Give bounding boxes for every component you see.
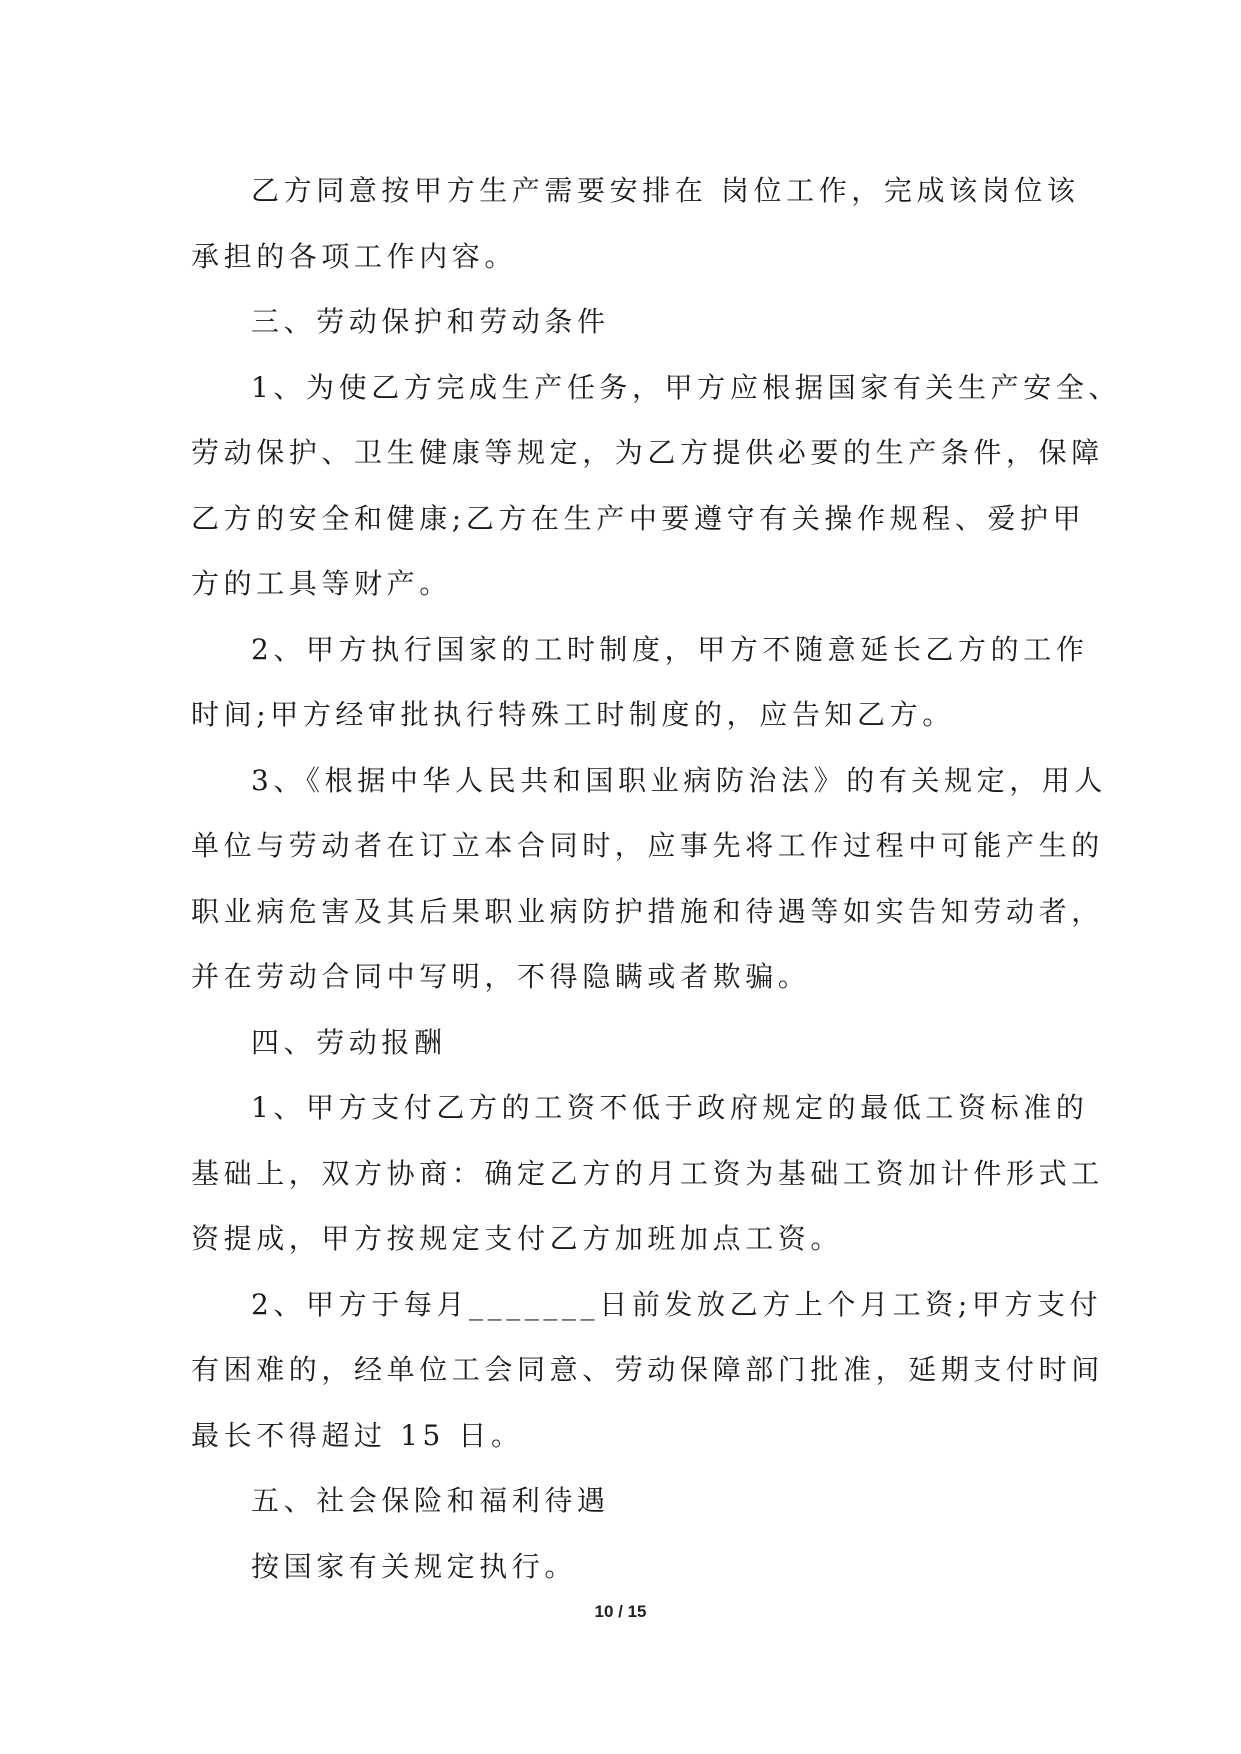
paragraph-line: 按国家有关规定执行。 — [251, 1549, 578, 1583]
section-heading: 五、社会保险和福利待遇 — [251, 1484, 610, 1517]
paragraph-line: 时间;甲方经审批执行特殊工时制度的，应告知乙方。 — [191, 698, 955, 731]
paragraph-line: 乙方的安全和健康;乙方在生产中要遵守有关操作规程、爱护甲 — [191, 501, 1086, 535]
paragraph-line: 资提成，甲方按规定支付乙方加班加点工资。 — [191, 1222, 844, 1255]
section-heading: 三、劳动保护和劳动条件 — [251, 305, 610, 338]
paragraph-line: 有困难的，经单位工会同意、劳动保障部门批准，延期支付时间 — [191, 1353, 1104, 1386]
paragraph-line: 劳动保护、卫生健康等规定，为乙方提供必要的生产条件，保障 — [191, 436, 1104, 469]
paragraph-line: 单位与劳动者在订立本合同时，应事先将工作过程中可能产生的 — [191, 829, 1104, 862]
document-body — [191, 158, 1122, 1599]
paragraph-line: 2、甲方于每月_______日前发放乙方上个月工资;甲方支付 — [251, 1287, 1103, 1321]
paragraph-line: 承担的各项工作内容。 — [191, 239, 518, 273]
section-heading: 四、劳动报酬 — [251, 1025, 447, 1059]
paragraph-line: 最长不得超过 15 日。 — [191, 1418, 524, 1452]
paragraph-line: 方的工具等财产。 — [191, 567, 452, 600]
paragraph-line: 基础上，双方协商：确定乙方的月工资为基础工资加计件形式工 — [191, 1156, 1104, 1190]
paragraph-line: 乙方同意按甲方生产需要安排在 岗位工作，完成该岗位该 — [251, 174, 1080, 207]
paragraph-line: 职业病危害及其后果职业病防护措施和待遇等如实告知劳动者， — [191, 894, 1104, 928]
paragraph-line: 1、为使乙方完成生产任务，甲方应根据国家有关生产安全、 — [251, 370, 1122, 404]
page-number: 10 / 15 — [594, 1602, 647, 1621]
paragraph-line: 3、《根据中华人民共和国职业病防治法》的有关规定，用人 — [251, 763, 1108, 797]
paragraph-line: 1、甲方支付乙方的工资不低于政府规定的最低工资标准的 — [251, 1091, 1089, 1124]
paragraph-line: 并在劳动合同中写明，不得隐瞒或者欺骗。 — [191, 960, 811, 993]
paragraph-line: 2、甲方执行国家的工时制度，甲方不随意延长乙方的工作 — [251, 632, 1089, 666]
